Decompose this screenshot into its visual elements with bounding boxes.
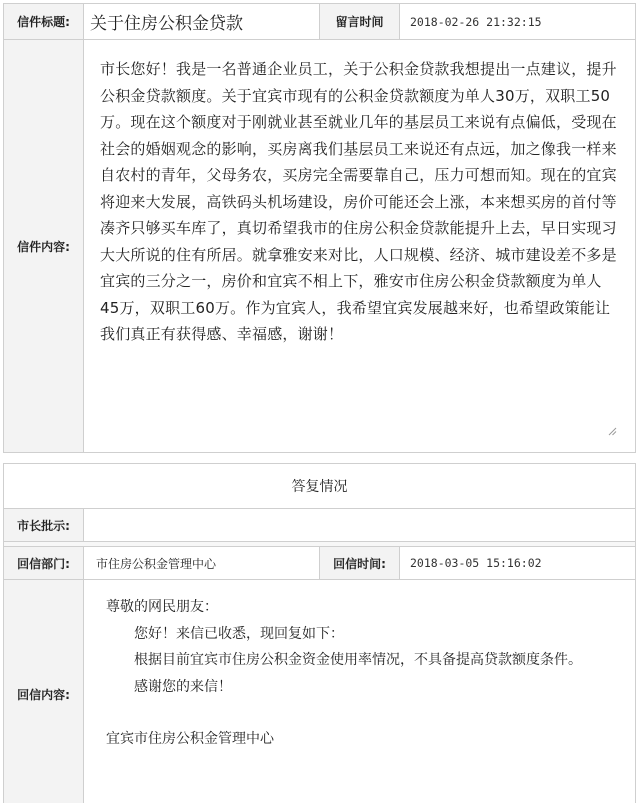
resize-grip-icon[interactable] xyxy=(608,427,617,436)
reply-line-1: 您好！来信已收悉，现回复如下： xyxy=(134,625,344,642)
reply-time: 2018-03-05 15:16:02 xyxy=(410,556,542,570)
mayor-label-cell xyxy=(3,508,84,542)
title-label: 信件标题: xyxy=(17,15,70,29)
reply-content xyxy=(84,580,635,753)
dept-label: 回信部门: xyxy=(17,556,70,571)
time-label: 留言时间 xyxy=(335,15,384,29)
reply-content-cell xyxy=(83,579,636,803)
letter-title: 关于住房公积金贷款 xyxy=(90,14,243,34)
reply-header xyxy=(3,463,636,509)
time-label-cell xyxy=(319,3,400,40)
letter-time: 2018-02-26 21:32:15 xyxy=(410,14,542,29)
reply-section-title: 答复情况 xyxy=(291,479,348,495)
time-value-cell xyxy=(399,3,636,40)
title-value-cell xyxy=(83,3,320,40)
letter-content[interactable]: 市长您好！我是一名普通企业员工，关于公积金贷款我想提出一点建议，提升公积金贷款额度。关于宜宾市现有的公积金贷款额度为单人30万，双职工50万。现在这个额度对于刚就业甚至就业几年的基层员工来说有点偏低，受现在社会的婚姻观念的影响，买房离我们基层员工来说还有点远，加之像我一样来自农村的青年，父母务农，买房完全需要靠自己，压力可想而知。现在的宜宾将迎来大发展，高铁码头机场建设，房价可能还会上涨，本来想买房的首付等凑齐只够买车库了，真切希望我市的住房公积金贷款能提升上去，早日实现习大大所说的住有所居。就拿雅安来对比，人口规模、经济、城市建设差不多是宜宾的三分之一，房价和宜宾不相上下，雅安市住房公积金贷款额度为单人45万，双职工60万。作为宜宾人，我希望宜宾发展越来好，也希望政策能让我们真正有获得感、幸福感，谢谢！ xyxy=(100,60,617,343)
reply-greeting: 尊敬的网民朋友： xyxy=(106,599,218,615)
dept-value-cell xyxy=(83,546,320,580)
content-label: 信件内容: xyxy=(17,239,70,254)
reply-content-label: 回信内容: xyxy=(17,687,70,702)
content-label-cell xyxy=(3,39,84,453)
reply-time-label: 回信时间: xyxy=(333,556,386,571)
dept-label-cell xyxy=(3,546,84,580)
reply-signature: 宜宾市住房公积金管理中心 xyxy=(106,731,274,747)
mayor-label: 市长批示: xyxy=(17,518,70,533)
reply-time-label-cell xyxy=(319,546,400,580)
reply-content-label-cell xyxy=(3,579,84,803)
reply-time-value-cell xyxy=(399,546,636,580)
mayor-value-cell xyxy=(83,508,636,542)
dept-value: 市住房公积金管理中心 xyxy=(96,556,217,571)
reply-line-3: 感谢您的来信！ xyxy=(134,678,232,695)
reply-line-2: 根据目前宜宾市住房公积金资金使用率情况，不具备提高贷款额度条件。 xyxy=(134,652,582,668)
content-value-cell xyxy=(83,39,636,453)
title-label-cell xyxy=(3,3,84,40)
